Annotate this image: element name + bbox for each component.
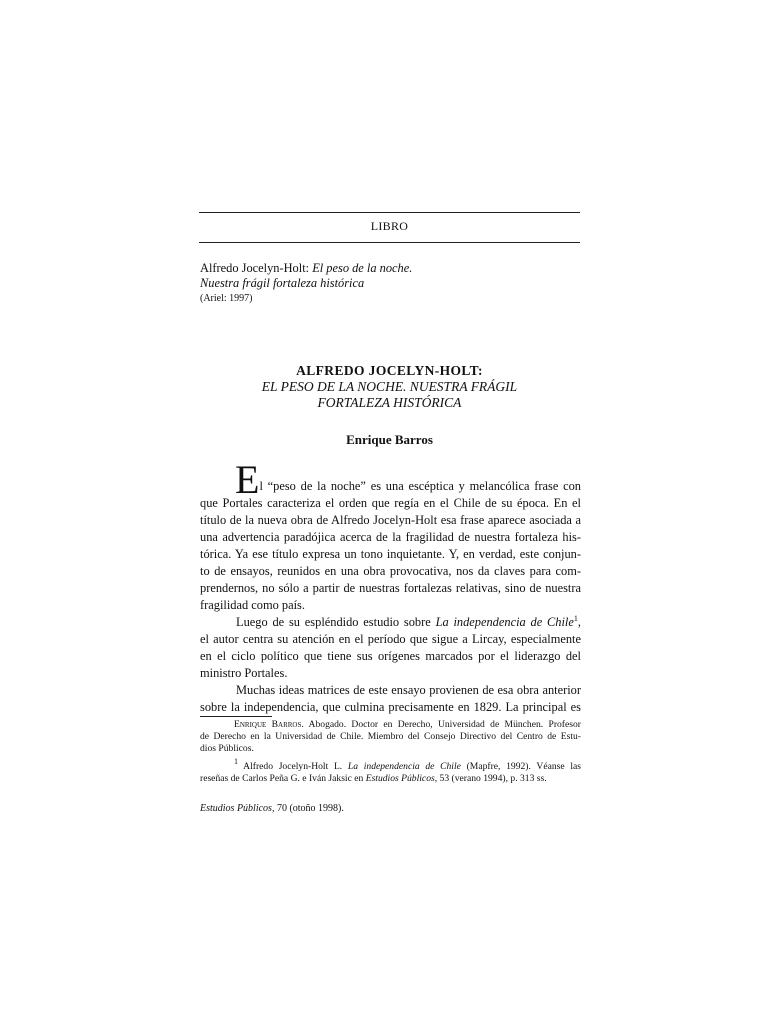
paragraph-2-line-2: el autor centra su atención en el período que sigue a Lircay, especialmente (200, 632, 581, 646)
paragraph-1-line-6: to de ensayos, reunidos en una obra provocativa, nos da claves para com- (200, 564, 581, 578)
book-reference (200, 261, 580, 291)
paragraph-1-line-7: prendernos, no sólo a partir de nuestras fortalezas relativas, sino de nuestra (200, 581, 581, 595)
paragraph-1-line-1: El “peso de la noche” es una escéptica y melancólica frase con (235, 457, 581, 502)
article-title (199, 363, 580, 411)
article-title-sub-line2: FORTALEZA HISTÓRICA (317, 395, 462, 410)
citation-title: La independencia de Chile (435, 615, 574, 629)
header-rule-bottom (199, 242, 580, 243)
paragraph-1 (200, 457, 581, 614)
header-rule-top (199, 212, 580, 213)
footnote-1: $^1$ Alfredo Jocelyn-Holt L. La independencia de Chile (Mapfre, 1992). Véanse las reseñas de Carlos Peña G. e Iván Jaksic en Estudios Públicos, 53 (verano 1994), p. 313 ss. (200, 757, 582, 784)
paragraph-2 (200, 614, 581, 682)
author-footnote-name: Enrique Barros (234, 719, 302, 730)
book-publisher: (Ariel: 1997) (200, 293, 253, 304)
footnotes (200, 719, 581, 791)
paragraph-2-line-4: ministro Portales. (200, 666, 288, 680)
article-title-main: ALFREDO JOCELYN-HOLT: (296, 363, 483, 378)
paragraph-3 (200, 682, 581, 716)
paragraph-1-line-3: título de la nueva obra de Alfredo Jocelyn-Holt esa frase aparece asociada a (200, 513, 581, 527)
body-text (200, 457, 581, 716)
footnote-rule (200, 716, 272, 717)
book-author: Alfredo Jocelyn-Holt: (200, 261, 310, 275)
article-title-sub-line1: EL PESO DE LA NOCHE. NUESTRA FRÁGIL (261, 379, 518, 394)
paragraph-2-line-3: en el ciclo político que tiene sus orígenes marcados por el liderazgo del (200, 649, 581, 663)
book-title-line2: Nuestra frágil fortaleza histórica (200, 276, 365, 290)
paragraph-1-line-2: que Portales caracteriza el orden que regía en el Chile de su época. En el (200, 496, 581, 510)
paragraph-2-line-1: Luego de su espléndido estudio sobre La independencia de Chile$^1$, (236, 614, 581, 629)
paragraph-1-line-8: fragilidad como país. (200, 598, 305, 612)
paragraph-3-line-1: Muchas ideas matrices de este ensayo provienen de esa obra anterior (236, 683, 581, 697)
journal-citation (200, 803, 344, 814)
footnote-ref-1: 1 (573, 614, 578, 623)
article-author: Enrique Barros (346, 432, 433, 447)
section-label: LIBRO (370, 219, 409, 233)
paragraph-1-line-4: una advertencia paradójica acerca de la fragilidad de nuestra fortaleza his- (200, 530, 581, 544)
paragraph-1-line-5: tórica. Ya ese título expresa un tono inquietante. Y, en verdad, este conjun- (200, 547, 581, 561)
journal-name: Estudios Públicos, (200, 803, 275, 814)
book-title-line1: El peso de la noche. (312, 261, 413, 275)
footnote-1-marker: 1 (234, 757, 238, 766)
journal-issue: 70 (otoño 1998). (274, 803, 344, 814)
drop-cap: E (235, 457, 260, 502)
paragraph-3-line-2: sobre la independencia, que culmina precisamente en 1829. La principal es (200, 700, 581, 714)
author-footnote: Enrique Barros. Abogado. Doctor en Derecho, Universidad de München. Profesor de Derecho en la Universidad de Chile. Miembro del Consejo Directivo del Centro de Estu- dios Públicos. (200, 719, 581, 754)
